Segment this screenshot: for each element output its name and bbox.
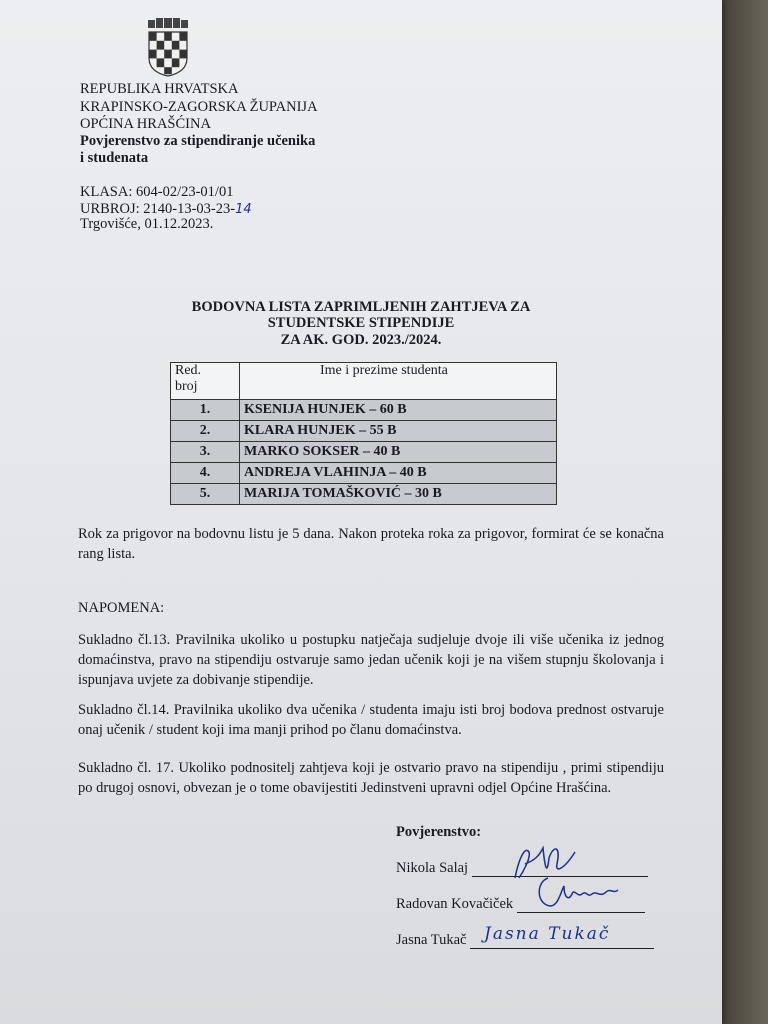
signature-radovan-kovacicek [530, 872, 620, 912]
committee-name-cont: i studenata [80, 150, 149, 166]
column-header-number-line2: broj [175, 379, 198, 394]
row-number: 3. [171, 442, 240, 463]
objection-deadline-text: Rok za prigovor na bodovnu listu je 5 dana. Nakon proteka roka za prigovor, formirat će se konačna rang lista. [78, 526, 664, 562]
place-date: Trgovišće, 01.12.2023. [80, 216, 214, 232]
note-paragraph-2: Sukladno čl.14. Pravilnika ukoliko dva učenika / studenta imaju isti broj bodova prednost ostvaruje onaj učenik / student koji ima manji prihod po članu domaćinstva. [78, 702, 664, 738]
note-paragraph-1: Sukladno čl.13. Pravilnika ukoliko u postupku natječaja sudjeluje dvoje ili više učenika iz jednog domaćinstva, pravo na stipendiju ostvaruje samo jedan učenik koji je na višem stupnju školovanja i ispunjava uvjete za dobivanje stipendije. [78, 632, 664, 688]
committee-signatures-heading: Povjerenstvo: [396, 824, 482, 840]
column-header-number-line1: Red. [175, 363, 202, 378]
row-number: 2. [171, 421, 240, 442]
municipality-name: OPĆINA HRAŠĆINA [80, 116, 211, 132]
row-entry: MARKO SOKSER – 40 B [240, 442, 557, 463]
row-entry: KSENIJA HUNJEK – 60 B [240, 400, 557, 421]
column-header-number [171, 363, 240, 400]
urbroj-handwritten: 14 [235, 202, 252, 217]
row-entry: ANDREJA VLAHINJA – 40 B [240, 463, 557, 484]
table-row [171, 400, 557, 421]
croatian-coat-of-arms-icon [146, 18, 190, 78]
row-number: 5. [171, 484, 240, 505]
points-table [170, 362, 557, 505]
country-name: REPUBLIKA HRVATSKA [80, 81, 239, 97]
table-row [171, 463, 557, 484]
table-header-row [171, 363, 557, 400]
row-number: 4. [171, 463, 240, 484]
table-row [171, 442, 557, 463]
table-row [171, 484, 557, 505]
row-entry: MARIJA TOMAŠKOVIĆ – 30 B [240, 484, 557, 505]
document-title-line2: STUDENTSKE STIPENDIJE [267, 315, 455, 331]
table-row [171, 421, 557, 442]
document-title-line3: ZA AK. GOD. 2023./2024. [280, 332, 442, 348]
row-entry: KLARA HUNJEK – 55 B [240, 421, 557, 442]
signature-jasna-tukac: Jasna Tukač [484, 924, 611, 944]
signature-line [470, 948, 654, 949]
note-heading: NAPOMENA: [78, 600, 165, 616]
signature-line [517, 912, 645, 913]
urbroj-text: URBROJ: 2140-13-03-23- [80, 201, 236, 217]
row-number: 1. [171, 400, 240, 421]
klasa-number: KLASA: 604-02/23-01/01 [80, 184, 234, 200]
column-header-name: Ime i prezime studenta [240, 363, 557, 400]
county-name: KRAPINSKO-ZAGORSKA ŽUPANIJA [80, 99, 318, 115]
committee-name: Povjerenstvo za stipendiranje učenika [80, 133, 316, 149]
document-title: BODOVNA LISTA ZAPRIMLJENIH ZAHTJEVA ZA [191, 299, 531, 315]
member-name-2: Radovan Kovačiček [396, 896, 514, 912]
member-name-1: Nikola Salaj [396, 860, 469, 876]
member-name-3: Jasna Tukač [396, 932, 467, 948]
note-paragraph-3: Sukladno čl. 17. Ukoliko podnositelj zahtjeva koji je ostvario pravo na stipendiju , primi stipendiju po drugoj osnovi, obvezan je o tome obavijestiti Jedinstveni upravni odjel Općine Hrašćina. [78, 760, 664, 796]
